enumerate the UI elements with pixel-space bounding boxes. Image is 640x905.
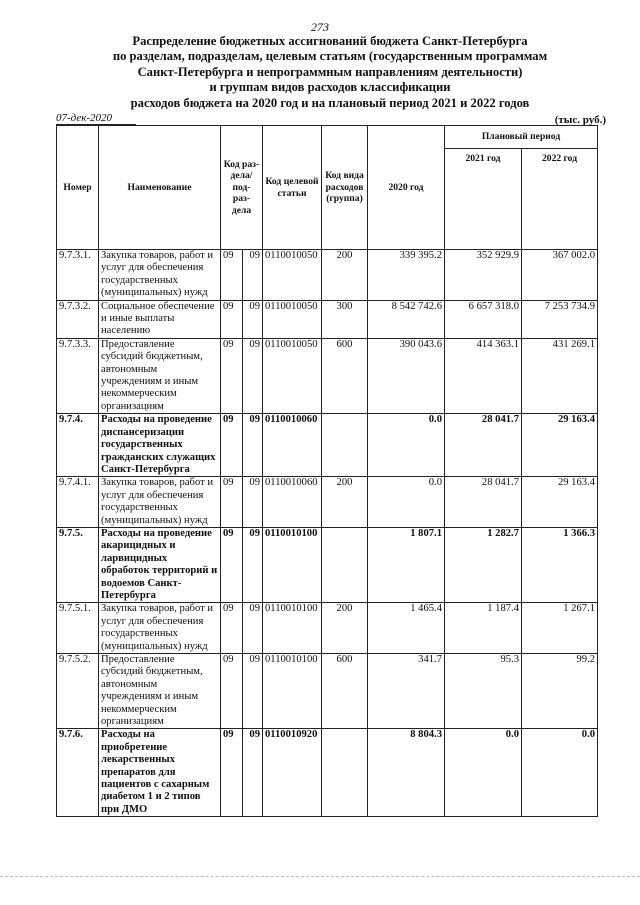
row-name: Расходы на проведение диспансеризации государственных гражданских служащих Санкт-Петербурга	[99, 414, 221, 477]
row-2021-value: 1 282.7	[445, 527, 522, 602]
row-section: 09	[221, 603, 243, 654]
row-name: Социальное обеспечение и иные выплаты населению	[99, 300, 221, 338]
title-line: по разделам, подразделам, целевым статьям (государственным программам	[112, 49, 548, 64]
title-line: Распределение бюджетных ассигнований бюджета Санкт-Петербурга	[132, 34, 528, 48]
row-2021-value: 28 041.7	[445, 477, 522, 528]
row-2021-value: 0.0	[445, 729, 522, 817]
row-subsection: 09	[243, 414, 263, 477]
row-2022-value: 29 163.4	[522, 477, 598, 528]
header-section-code: Код раз- дела/ под- раз- дела	[221, 126, 263, 250]
row-subsection: 09	[243, 527, 263, 602]
row-target-code: 0110010060	[263, 477, 322, 528]
header-planned-period: Плановый период	[445, 126, 598, 149]
row-name: Расходы на проведение акарицидных и ларвицидных обработок территорий и водоемов Санкт-Петербурга	[99, 527, 221, 602]
row-target-code: 0110010050	[263, 300, 322, 338]
title-line: расходов бюджета на 2020 год и на плановый период 2021 и 2022 годов	[130, 95, 530, 110]
row-2020-value: 390 043.6	[368, 338, 445, 413]
header-target-code: Код целевой статьи	[263, 126, 322, 250]
row-subsection: 09	[243, 250, 263, 301]
row-kind-code	[322, 527, 368, 602]
row-number: 9.7.6.	[57, 729, 99, 817]
table-row	[57, 477, 598, 528]
row-kind-code	[322, 729, 368, 817]
row-kind-code: 600	[322, 338, 368, 413]
row-name: Предоставление субсидий бюджетным, автономным учреждениям и иным некоммерческим организациям	[99, 338, 221, 413]
header-2021-label: 2021 год	[465, 153, 501, 164]
row-2020-value: 8 542 742.6	[368, 300, 445, 338]
row-target-code: 0110010050	[263, 338, 322, 413]
row-kind-code	[322, 414, 368, 477]
row-number: 9.7.4.	[57, 414, 99, 477]
row-target-code: 0110010100	[263, 654, 322, 729]
row-number: 9.7.4.1.	[57, 477, 99, 528]
table-row	[57, 603, 598, 654]
header-row	[57, 126, 598, 149]
row-section: 09	[221, 338, 243, 413]
row-2021-value: 414 363.1	[445, 338, 522, 413]
bottom-scan-line	[0, 876, 640, 877]
row-2022-value: 1 366.3	[522, 527, 598, 602]
row-subsection: 09	[243, 729, 263, 817]
table-row	[57, 300, 598, 338]
row-2022-value: 29 163.4	[522, 414, 598, 477]
header-2020: 2020 год	[368, 126, 445, 250]
row-number: 9.7.5.2.	[57, 654, 99, 729]
row-2020-value: 1 465.4	[368, 603, 445, 654]
table-body	[57, 250, 598, 817]
row-kind-code: 200	[322, 477, 368, 528]
row-2020-value: 1 807.1	[368, 527, 445, 602]
row-subsection: 09	[243, 338, 263, 413]
row-number: 9.7.5.	[57, 527, 99, 602]
header-2022	[522, 149, 598, 250]
row-target-code: 0110010100	[263, 603, 322, 654]
row-section: 09	[221, 477, 243, 528]
units-label: (тыс. руб.)	[554, 114, 606, 126]
document-title	[40, 34, 620, 111]
title-line: и группам видов расходов классификации	[209, 80, 451, 95]
row-2021-value: 352 929.9	[445, 250, 522, 301]
row-number: 9.7.3.3.	[57, 338, 99, 413]
row-section: 09	[221, 654, 243, 729]
table-row	[57, 250, 598, 301]
row-kind-code: 200	[322, 250, 368, 301]
row-name: Закупка товаров, работ и услуг для обеспечения государственных (муниципальных) нужд	[99, 477, 221, 528]
table-row	[57, 527, 598, 602]
report-date: 07-дек-2020	[56, 112, 113, 124]
row-kind-code: 200	[322, 603, 368, 654]
row-section: 09	[221, 300, 243, 338]
row-2021-value: 1 187.4	[445, 603, 522, 654]
row-2022-value: 7 253 734.9	[522, 300, 598, 338]
header-kind-code: Код вида расходов (группа)	[322, 126, 368, 250]
row-kind-code: 300	[322, 300, 368, 338]
row-target-code: 0110010060	[263, 414, 322, 477]
row-2021-value: 6 657 318.0	[445, 300, 522, 338]
row-number: 9.7.5.1.	[57, 603, 99, 654]
row-subsection: 09	[243, 654, 263, 729]
header-2022-label: 2022 год	[541, 153, 578, 164]
table-row	[57, 338, 598, 413]
row-2022-value: 367 002.0	[522, 250, 598, 301]
row-2020-value: 341.7	[368, 654, 445, 729]
row-name: Предоставление субсидий бюджетным, автономным учреждениям и иным некоммерческим организациям	[99, 654, 221, 729]
row-subsection: 09	[243, 477, 263, 528]
row-section: 09	[221, 527, 243, 602]
header-2021	[445, 149, 522, 250]
header-number: Номер	[57, 126, 99, 250]
row-2022-value: 0.0	[522, 729, 598, 817]
table-row	[57, 654, 598, 729]
row-subsection: 09	[243, 603, 263, 654]
row-section: 09	[221, 729, 243, 817]
row-2022-value: 99.2	[522, 654, 598, 729]
row-number: 9.7.3.1.	[57, 250, 99, 301]
table-row	[57, 414, 598, 477]
row-kind-code: 600	[322, 654, 368, 729]
row-2021-value: 28 041.7	[445, 414, 522, 477]
row-target-code: 0110010100	[263, 527, 322, 602]
table-row	[57, 729, 598, 817]
row-2020-value: 339 395.2	[368, 250, 445, 301]
row-name: Закупка товаров, работ и услуг для обеспечения государственных (муниципальных) нужд	[99, 250, 221, 301]
row-2020-value: 8 804.3	[368, 729, 445, 817]
title-line: Санкт-Петербурга и непрограммным направлениям деятельности)	[137, 64, 523, 79]
row-section: 09	[221, 250, 243, 301]
row-2020-value: 0.0	[368, 477, 445, 528]
header-name: Наименование	[99, 126, 221, 250]
row-2020-value: 0.0	[368, 414, 445, 477]
row-name: Закупка товаров, работ и услуг для обеспечения государственных (муниципальных) нужд	[99, 603, 221, 654]
row-number: 9.7.3.2.	[57, 300, 99, 338]
budget-table	[56, 125, 598, 817]
page-number: 273	[311, 20, 329, 34]
row-2022-value: 1 267.1	[522, 603, 598, 654]
row-target-code: 0110010050	[263, 250, 322, 301]
row-2021-value: 95.3	[445, 654, 522, 729]
row-target-code: 0110010920	[263, 729, 322, 817]
row-name: Расходы на приобретение лекарственных препаратов для пациентов с сахарным диабетом 1 и 2 типов при ДМО	[99, 729, 221, 817]
row-2022-value: 431 269.1	[522, 338, 598, 413]
row-section: 09	[221, 414, 243, 477]
row-subsection: 09	[243, 300, 263, 338]
